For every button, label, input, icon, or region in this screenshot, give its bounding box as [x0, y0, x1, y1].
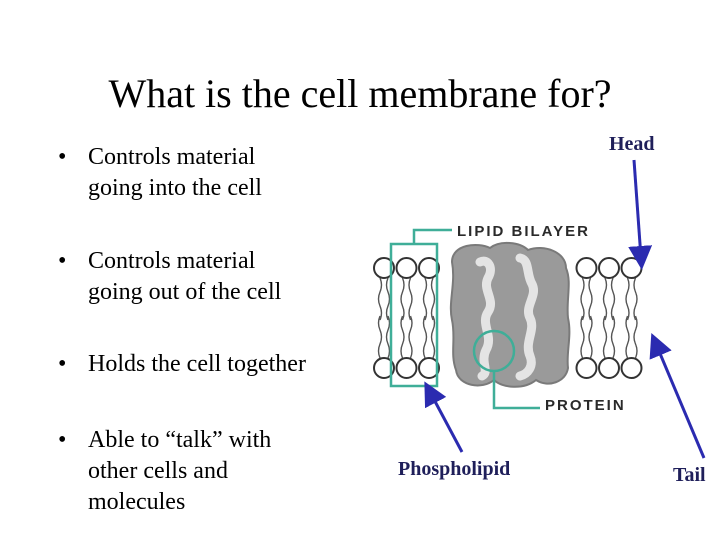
- phospholipid-tail: [409, 316, 412, 358]
- bullet-line: Holds the cell together: [88, 351, 306, 377]
- head-label: Head: [609, 133, 655, 155]
- lipid-bilayer-leader: [414, 230, 452, 244]
- bullet-dot: •: [58, 427, 67, 453]
- phospholipid-tail: [409, 278, 412, 320]
- slide-title: What is the cell membrane for?: [108, 71, 612, 116]
- lipid-bilayer-caption: LIPID BILAYER: [457, 223, 590, 240]
- phospholipid-tail: [612, 316, 615, 358]
- tail-arrow: [656, 344, 704, 458]
- bullet-dot: •: [58, 144, 67, 170]
- phospholipid-tail: [387, 278, 390, 320]
- phospholipid-label: Phospholipid: [398, 458, 511, 480]
- bullet-dot: •: [58, 248, 67, 274]
- bullet-line: molecules: [88, 489, 186, 515]
- phospholipid-tail: [387, 316, 390, 358]
- phospholipid-head: [397, 358, 417, 378]
- phospholipid-tail: [379, 316, 382, 358]
- phospholipid-tail: [401, 278, 404, 320]
- phospholipid-tail: [626, 278, 629, 320]
- phospholipid-tail: [634, 278, 637, 320]
- bullet-line: other cells and: [88, 458, 228, 484]
- phospholipid-head: [397, 258, 417, 278]
- phospholipid-tail: [581, 278, 584, 320]
- bullet-line: Able to “talk” with: [88, 427, 272, 453]
- phospholipid-tail: [612, 278, 615, 320]
- bullet-line: Controls material: [88, 248, 256, 274]
- membrane-protein: [451, 243, 570, 387]
- phospholipid-tail: [581, 316, 584, 358]
- phospholipid-head: [577, 258, 597, 278]
- phospholipid-tail: [424, 316, 427, 358]
- phospholipid-tail: [379, 278, 382, 320]
- phospholipid-head: [599, 258, 619, 278]
- phospholipid-tail: [432, 278, 435, 320]
- phospholipid-tail: [432, 316, 435, 358]
- phospholipid-tail: [604, 278, 607, 320]
- bullet-line: going out of the cell: [88, 279, 282, 305]
- phospholipid-head: [622, 358, 642, 378]
- tail-label: Tail: [673, 464, 706, 486]
- phospholipid-tail: [401, 316, 404, 358]
- bullet-line: Controls material: [88, 144, 256, 170]
- phospholipid-arrow: [430, 392, 462, 452]
- phospholipid-tail: [589, 316, 592, 358]
- phospholipid-tail: [626, 316, 629, 358]
- bullet-dot: •: [58, 351, 67, 377]
- protein-caption: PROTEIN: [545, 397, 626, 414]
- bullet-line: going into the cell: [88, 175, 262, 201]
- phospholipid-tail: [589, 278, 592, 320]
- phospholipid-tail: [424, 278, 427, 320]
- phospholipid-head: [622, 258, 642, 278]
- phospholipid-tail: [604, 316, 607, 358]
- phospholipid-head: [577, 358, 597, 378]
- head-arrow: [634, 160, 641, 258]
- phospholipid-tail: [634, 316, 637, 358]
- phospholipid-head: [599, 358, 619, 378]
